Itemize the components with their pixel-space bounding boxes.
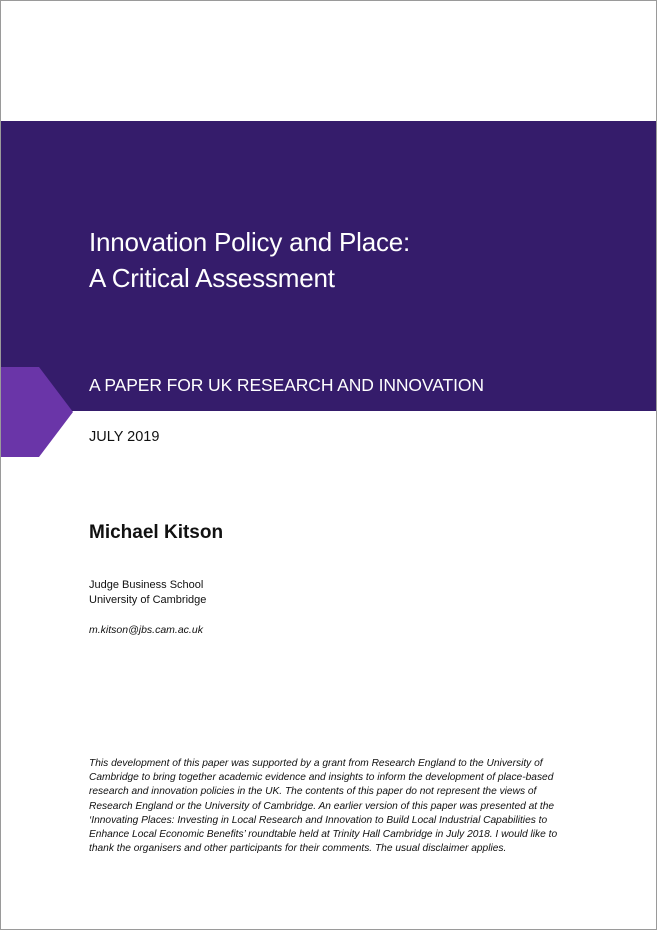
disclaimer-line: ‘Innovating Places: Investing in Local Research and Innovation to Build Local Industrial Capabilities to — [89, 814, 548, 826]
document-title — [89, 224, 410, 296]
author-name: Michael Kitson — [89, 522, 224, 543]
author-email: m.kitson@jbs.cam.ac.uk — [89, 624, 203, 636]
disclaimer-line: Enhance Local Economic Benefits’ roundtable held at Trinity Hall Cambridge in July 2018. I would like to — [89, 829, 558, 841]
disclaimer-line: Research England or the University of Cambridge. An earlier version of this paper was presented at the — [89, 800, 555, 812]
disclaimer-line: research and innovation policies in the UK. The contents of this paper do not represent the views of — [89, 786, 537, 798]
title-line-1: Innovation Policy and Place: — [89, 227, 411, 257]
disclaimer-line: Cambridge to bring together academic evidence and insights to inform the development of place-based — [89, 772, 554, 784]
affiliation-line-2: University of Cambridge — [89, 594, 207, 606]
publication-date: JULY 2019 — [89, 429, 160, 445]
arrow-chevron-decoration — [1, 367, 73, 457]
funding-disclaimer — [89, 757, 609, 856]
disclaimer-line: thank the organisers and other participants for their comments. The usual disclaimer applies. — [89, 843, 507, 855]
document-subtitle: A PAPER FOR UK RESEARCH AND INNOVATION — [89, 375, 484, 395]
title-banner — [1, 121, 656, 411]
author-affiliation — [89, 578, 206, 608]
disclaimer-line: This development of this paper was supported by a grant from Research England to the University of — [89, 758, 543, 769]
title-line-2: A Critical Assessment — [89, 263, 335, 293]
affiliation-line-1: Judge Business School — [89, 579, 204, 591]
